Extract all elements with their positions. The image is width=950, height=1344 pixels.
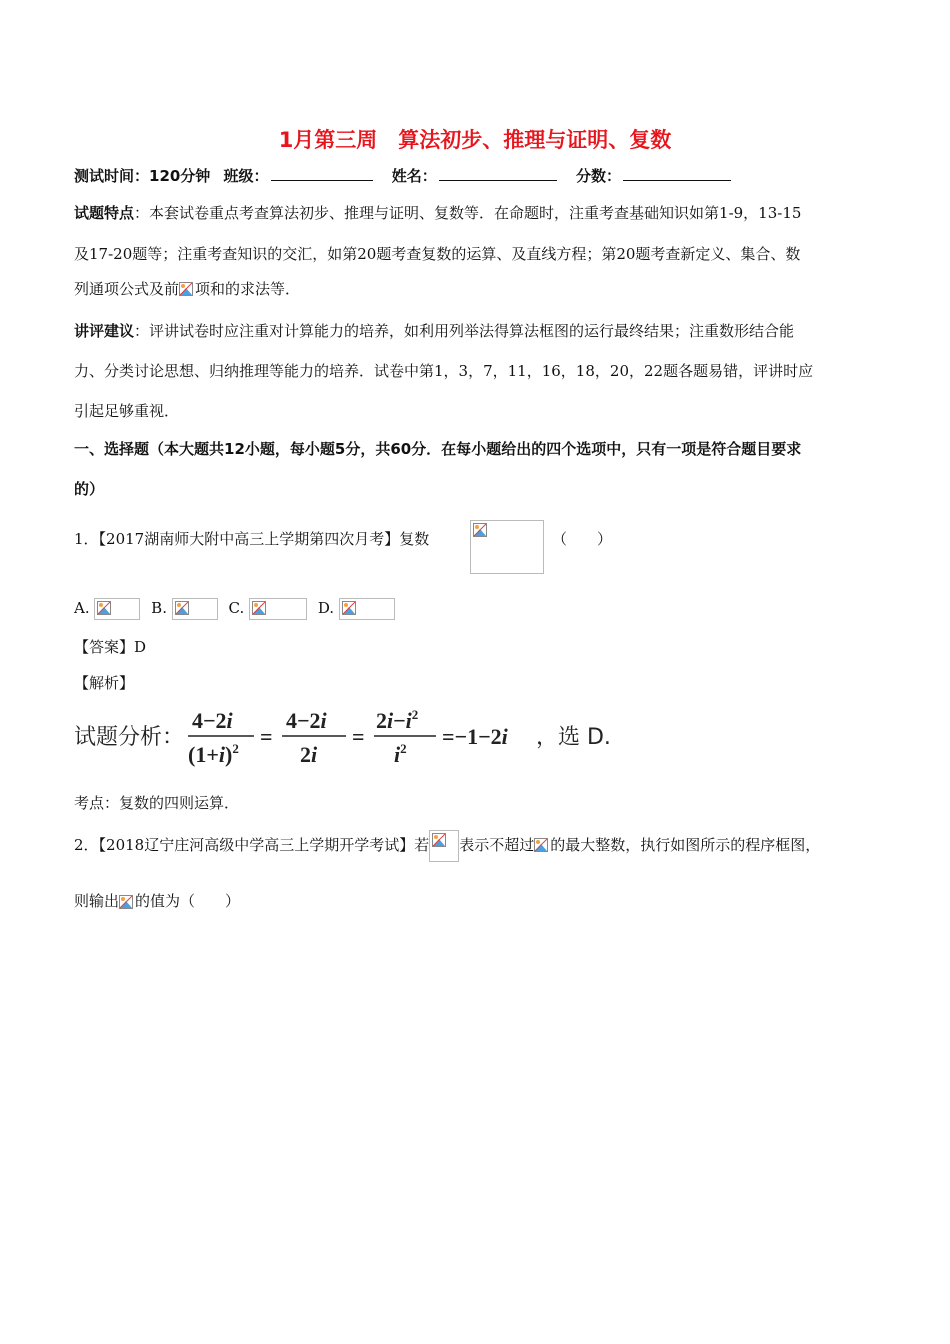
broken-image-icon (342, 601, 356, 615)
features-text-1: ：本套试卷重点考查算法初步、推理与证明、复数等．在命题时，注重考查基础知识如第1-9，13-15 (134, 204, 802, 222)
option-b-label: B. (151, 599, 167, 617)
q2-image-3 (119, 893, 135, 911)
solution-suffix: ，选 D. (536, 725, 611, 750)
option-d-label: D. (317, 599, 335, 617)
svg-text:(1+i)2: $(1+i)^2$ (188, 741, 239, 767)
broken-image-icon (175, 601, 189, 615)
svg-text:2i−i2: $2i-i^2$ (376, 707, 419, 733)
broken-image-icon (473, 523, 487, 537)
option-c-label: C. (228, 599, 245, 617)
q2-image-1 (429, 830, 459, 862)
score-blank[interactable] (623, 166, 731, 181)
advice-line-1 (74, 320, 794, 341)
broken-image-icon (179, 282, 195, 298)
q2-stem-c: 的最大整数，执行如图所示的程序框图， (550, 836, 821, 854)
svg-text:4−2i: 4−2i (286, 708, 327, 733)
solution-prefix: 试题分析： (74, 725, 185, 750)
svg-text:4−2i: 4−2i (192, 708, 233, 733)
broken-image-icon (534, 838, 548, 852)
q2-line2a: 则输出 (74, 892, 120, 910)
section1-line-1: 一、选择题（本大题共12小题，每小题5分，共60分．在每小题给出的四个选项中，只有一项是符合题目要求 (74, 440, 802, 458)
q1-solution-formula (74, 700, 634, 774)
q1-stem-text: 1．【2017湖南师大附中高三上学期第四次月考】复数 (74, 530, 430, 548)
q1-kaodian: 考点：复数的四则运算． (74, 794, 240, 812)
svg-text:i2: $i^2$ (394, 741, 407, 767)
q2-stem-b: 表示不超过 (459, 836, 535, 854)
features-label: 试题特点 (74, 204, 135, 222)
broken-image-icon (97, 601, 111, 615)
features-line-2: 及17-20题等；注重考查知识的交汇，如第20题考查复数的运算、及直线方程；第20题考查新定义、集合、数 (74, 245, 801, 263)
broken-image-icon (252, 601, 266, 615)
features-line-1 (74, 202, 801, 223)
features-line-3 (74, 278, 300, 299)
advice-label: 讲评建议 (74, 322, 135, 340)
name-label: 姓名： (391, 167, 437, 185)
q2-stem-line-2 (74, 890, 240, 911)
advice-text-1: ：评讲试卷时应注重对计算能力的培养，如利用列举法得算法框图的运行最终结果；注重数形结合能 (134, 322, 795, 340)
advice-line-3: 引起足够重视． (74, 402, 180, 420)
svg-text:=: = (352, 724, 365, 749)
broken-image-icon (119, 895, 133, 909)
svg-text:2i: 2i (300, 742, 318, 767)
broken-image-icon (432, 833, 446, 847)
svg-text:=: = (260, 724, 273, 749)
class-label: 班级： (223, 167, 269, 185)
q1-expression-image (470, 520, 544, 574)
name-blank[interactable] (439, 166, 557, 181)
q1-analysis-label: 【解析】 (74, 674, 135, 692)
section1-line-2: 的） (74, 480, 105, 498)
option-b-image[interactable] (172, 598, 218, 620)
option-a-label: A. (74, 599, 90, 617)
q1-answer: 【答案】D (74, 638, 147, 656)
svg-text:=−1−2i: =−1−2i (442, 724, 508, 749)
q2-image-2 (534, 838, 550, 854)
page-title: 1月第三周 算法初步、推理与证明、复数 (278, 128, 672, 152)
q1-options (74, 598, 395, 620)
header-line (74, 165, 745, 186)
advice-line-2: 力、分类讨论思想、归纳推理等能力的培养．试卷中第1，3，7，11，16，18，20，22题各题易错，评讲时应 (74, 362, 814, 380)
features-text-3b: 项和的求法等． (195, 280, 301, 298)
option-c-image[interactable] (249, 598, 307, 620)
q2-stem-a: 2．【2018辽宁庄河高级中学高三上学期开学考试】若 (74, 836, 430, 854)
q2-line2b: 的值为（ ） (135, 892, 241, 910)
q2-stem-line-1 (74, 830, 820, 862)
class-blank[interactable] (271, 166, 373, 181)
time-label: 测试时间：120分钟 (74, 167, 211, 185)
option-d-image[interactable] (339, 598, 395, 620)
score-label: 分数： (576, 167, 622, 185)
option-a-image[interactable] (94, 598, 140, 620)
features-text-3a: 列通项公式及前 (74, 280, 180, 298)
q1-stem (74, 528, 429, 549)
q1-paren: （ ） (552, 530, 613, 548)
